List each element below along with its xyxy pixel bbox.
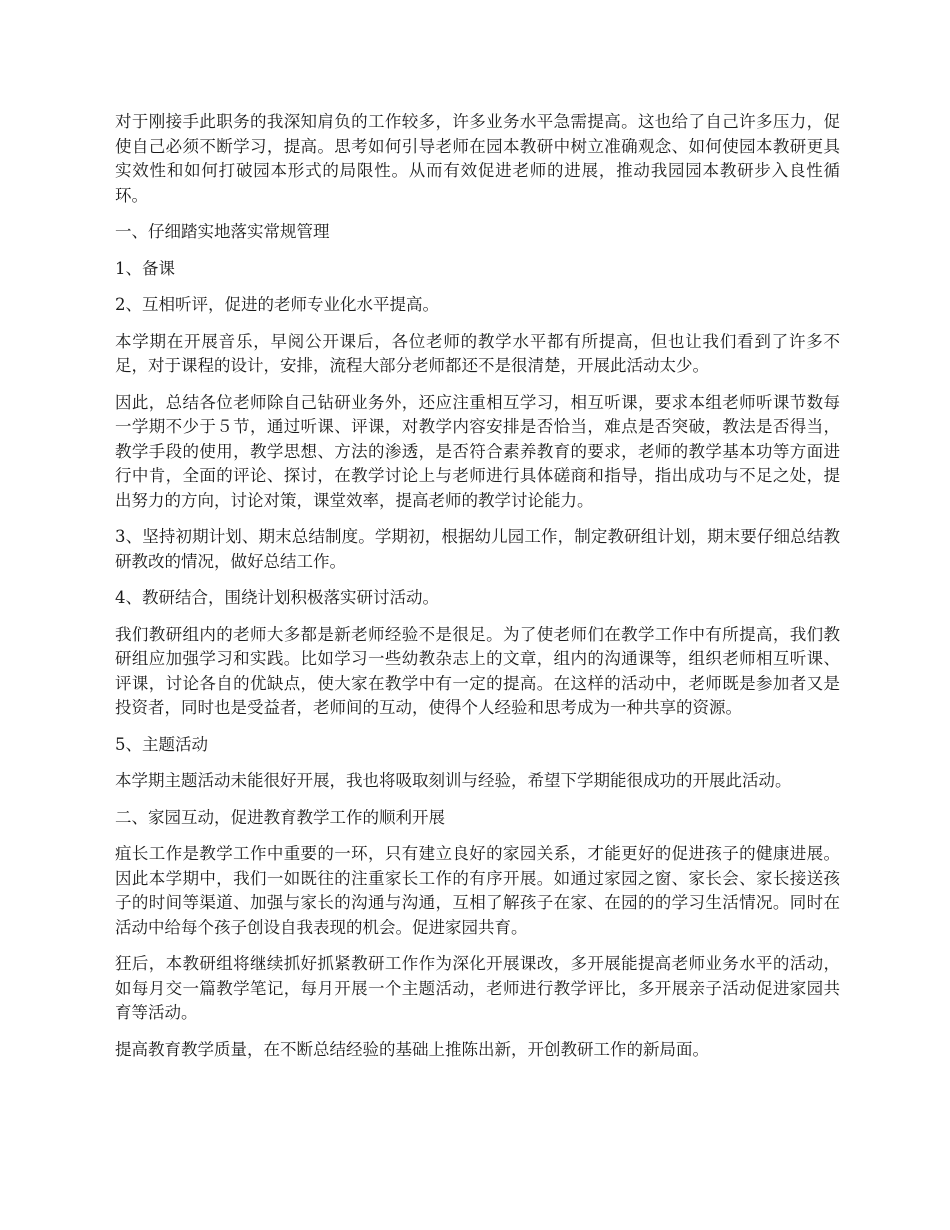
paragraph-future-plans: 狂后，本教研组将继续抓好抓紧教研工作作为深化开展课改，多开展能提高老师业务水平的活动，如每月交一篇教学笔记，每月开展一个主题活动，老师进行教学评比，多开展亲子活动促进家园共育等活动。 — [115, 954, 840, 1022]
intro-paragraph: 对于刚接手此职务的我深知肩负的工作较多，许多业务水平急需提高。这也给了自己许多压力，促使自己必须不断学习，提高。思考如何引导老师在园本教研中树立准确观念、如何使园本教研更具实效性和如何打破园本形式的局限性。从而有效促进老师的进展，推动我园园本教研步入良性循环。 — [115, 112, 840, 205]
subheading-research-activities: 4、教研结合，围绕计划积极落实研讨活动。 — [115, 588, 439, 607]
paragraph-conclusion: 提高教育教学质量，在不断总结经验的基础上推陈出新，开创教研工作的新局面。 — [115, 1039, 709, 1059]
document-body — [115, 110, 840, 1074]
paragraph-open-class: 本学期在开展音乐，早阅公开课后，各位老师的教学水平都有所提高，但也让我们看到了许多不足，对于课程的设计，安排，流程大部分老师都还不是很清楚，开展此活动太少。 — [115, 331, 840, 375]
paragraph-parent-work: 疽长工作是教学工作中重要的一环，只有建立良好的家园关系，才能更好的促进孩子的健康进展。因此本学期中，我们一如既往的注重家长工作的有序开展。如通过家园之窗、家长会、家长接送孩子的时间等渠道、加强与家长的沟通与沟通，互相了解孩子在家、在园的的学习生活情况。同时在活动中给每个孩子创设自我表现的机会。促进家园共育。 — [115, 844, 840, 937]
paragraph-theme-activities: 本学期主题活动未能很好开展，我也将吸取刻训与经验，希望下学期能很成功的开展此活动。 — [115, 771, 792, 790]
subheading-lesson-prep: 1、备课 — [115, 258, 175, 278]
section-heading-routine-management: 一、仔细踏实地落实常规管理 — [115, 222, 330, 241]
paragraph-plan-summary: 3、坚持初期计划、期末总结制度。学期初，根据幼儿园工作，制定教研组计划，期末要仔细总结教研教改的情况，做好总结工作。 — [115, 527, 840, 571]
paragraph-new-teachers: 我们教研组内的老师大多都是新老师经验不是很足。为了使老师们在教学工作中有所提高，我们教研组应加强学习和实践。比如学习一些幼教杂志上的文章，组内的沟通课等，组织老师相互听课、评课，讨论各自的优缺点，使大家在教学中有一定的提高。在这样的活动中，老师既是参加者又是投资者，同时也是受益者，老师间的互动，使得个人经验和思考成为一种共享的资源。 — [115, 624, 840, 717]
subheading-mutual-evaluation: 2、互相听评，促进的老师专业化水平提高。 — [115, 295, 439, 314]
section-heading-home-school: 二、家园互动，促进教育教学工作的顺利开展 — [115, 807, 445, 827]
paragraph-mutual-learning: 因此，总结各位老师除自己钻研业务外，还应注重相互学习，相互听课，要求本组老师听课节数每一学期不少于５节，通过听课、评课，对教学内容安排是否恰当，难点是否突破，教法是否得当，教学手段的使用，教学思想、方法的渗透，是否符合素养教育的要求，老师的教学基本功等方面进行中肯，全面的评论、探讨，在教学讨论上与老师进行具体磋商和指导，指出成功与不足之处，提出努力的方向，讨论对策，课堂效率，提高老师的教学讨论能力。 — [115, 392, 840, 510]
subheading-theme-activities: 5、主题活动 — [115, 734, 208, 754]
